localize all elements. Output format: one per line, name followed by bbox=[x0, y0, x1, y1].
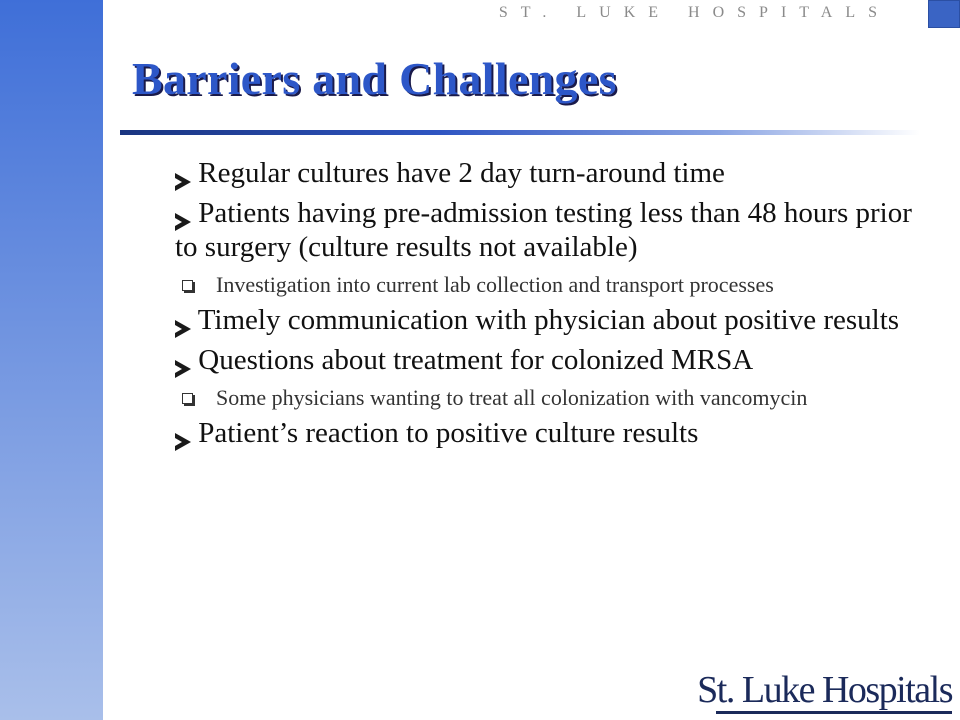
logo-underline bbox=[716, 711, 952, 714]
slide-title: Barriers and Challenges bbox=[132, 53, 617, 104]
arrow-bullet-icon bbox=[175, 320, 191, 338]
bullet-item bbox=[140, 156, 920, 190]
bullet-item bbox=[140, 303, 920, 337]
bullet-text: Patient’s reaction to positive culture results bbox=[198, 417, 699, 449]
sub-bullet-item bbox=[182, 272, 920, 297]
bullet-item bbox=[140, 416, 920, 450]
sub-bullet-text: Investigation into current lab collection and transport processes bbox=[216, 272, 774, 297]
hospital-logo: St. Luke Hospitals bbox=[697, 669, 952, 711]
bullet-text: Regular cultures have 2 day turn-around time bbox=[198, 157, 725, 189]
sub-bullet-item bbox=[182, 385, 920, 410]
bullet-text: Timely communication with physician about positive results bbox=[197, 304, 900, 336]
bullet-text: Patients having pre-admission testing less than 48 hours prior to surgery (culture results not available) bbox=[175, 197, 912, 263]
square-bullet-icon bbox=[182, 393, 193, 404]
arrow-bullet-icon bbox=[175, 360, 191, 378]
sidebar-gradient bbox=[0, 0, 103, 720]
arrow-bullet-icon bbox=[175, 433, 191, 451]
arrow-bullet-icon bbox=[175, 173, 191, 191]
title-underline bbox=[120, 130, 920, 135]
sub-bullet-text: Some physicians wanting to treat all colonization with vancomycin bbox=[216, 385, 808, 410]
corner-square bbox=[928, 0, 960, 28]
bullet-item bbox=[140, 196, 920, 264]
square-bullet-icon bbox=[182, 280, 193, 291]
bullet-list bbox=[140, 150, 920, 450]
header-org-text: ST. LUKE HOSPITALS bbox=[498, 4, 890, 21]
arrow-bullet-icon bbox=[175, 213, 191, 231]
bullet-text: Questions about treatment for colonized MRSA bbox=[198, 344, 754, 376]
bullet-item bbox=[140, 343, 920, 377]
